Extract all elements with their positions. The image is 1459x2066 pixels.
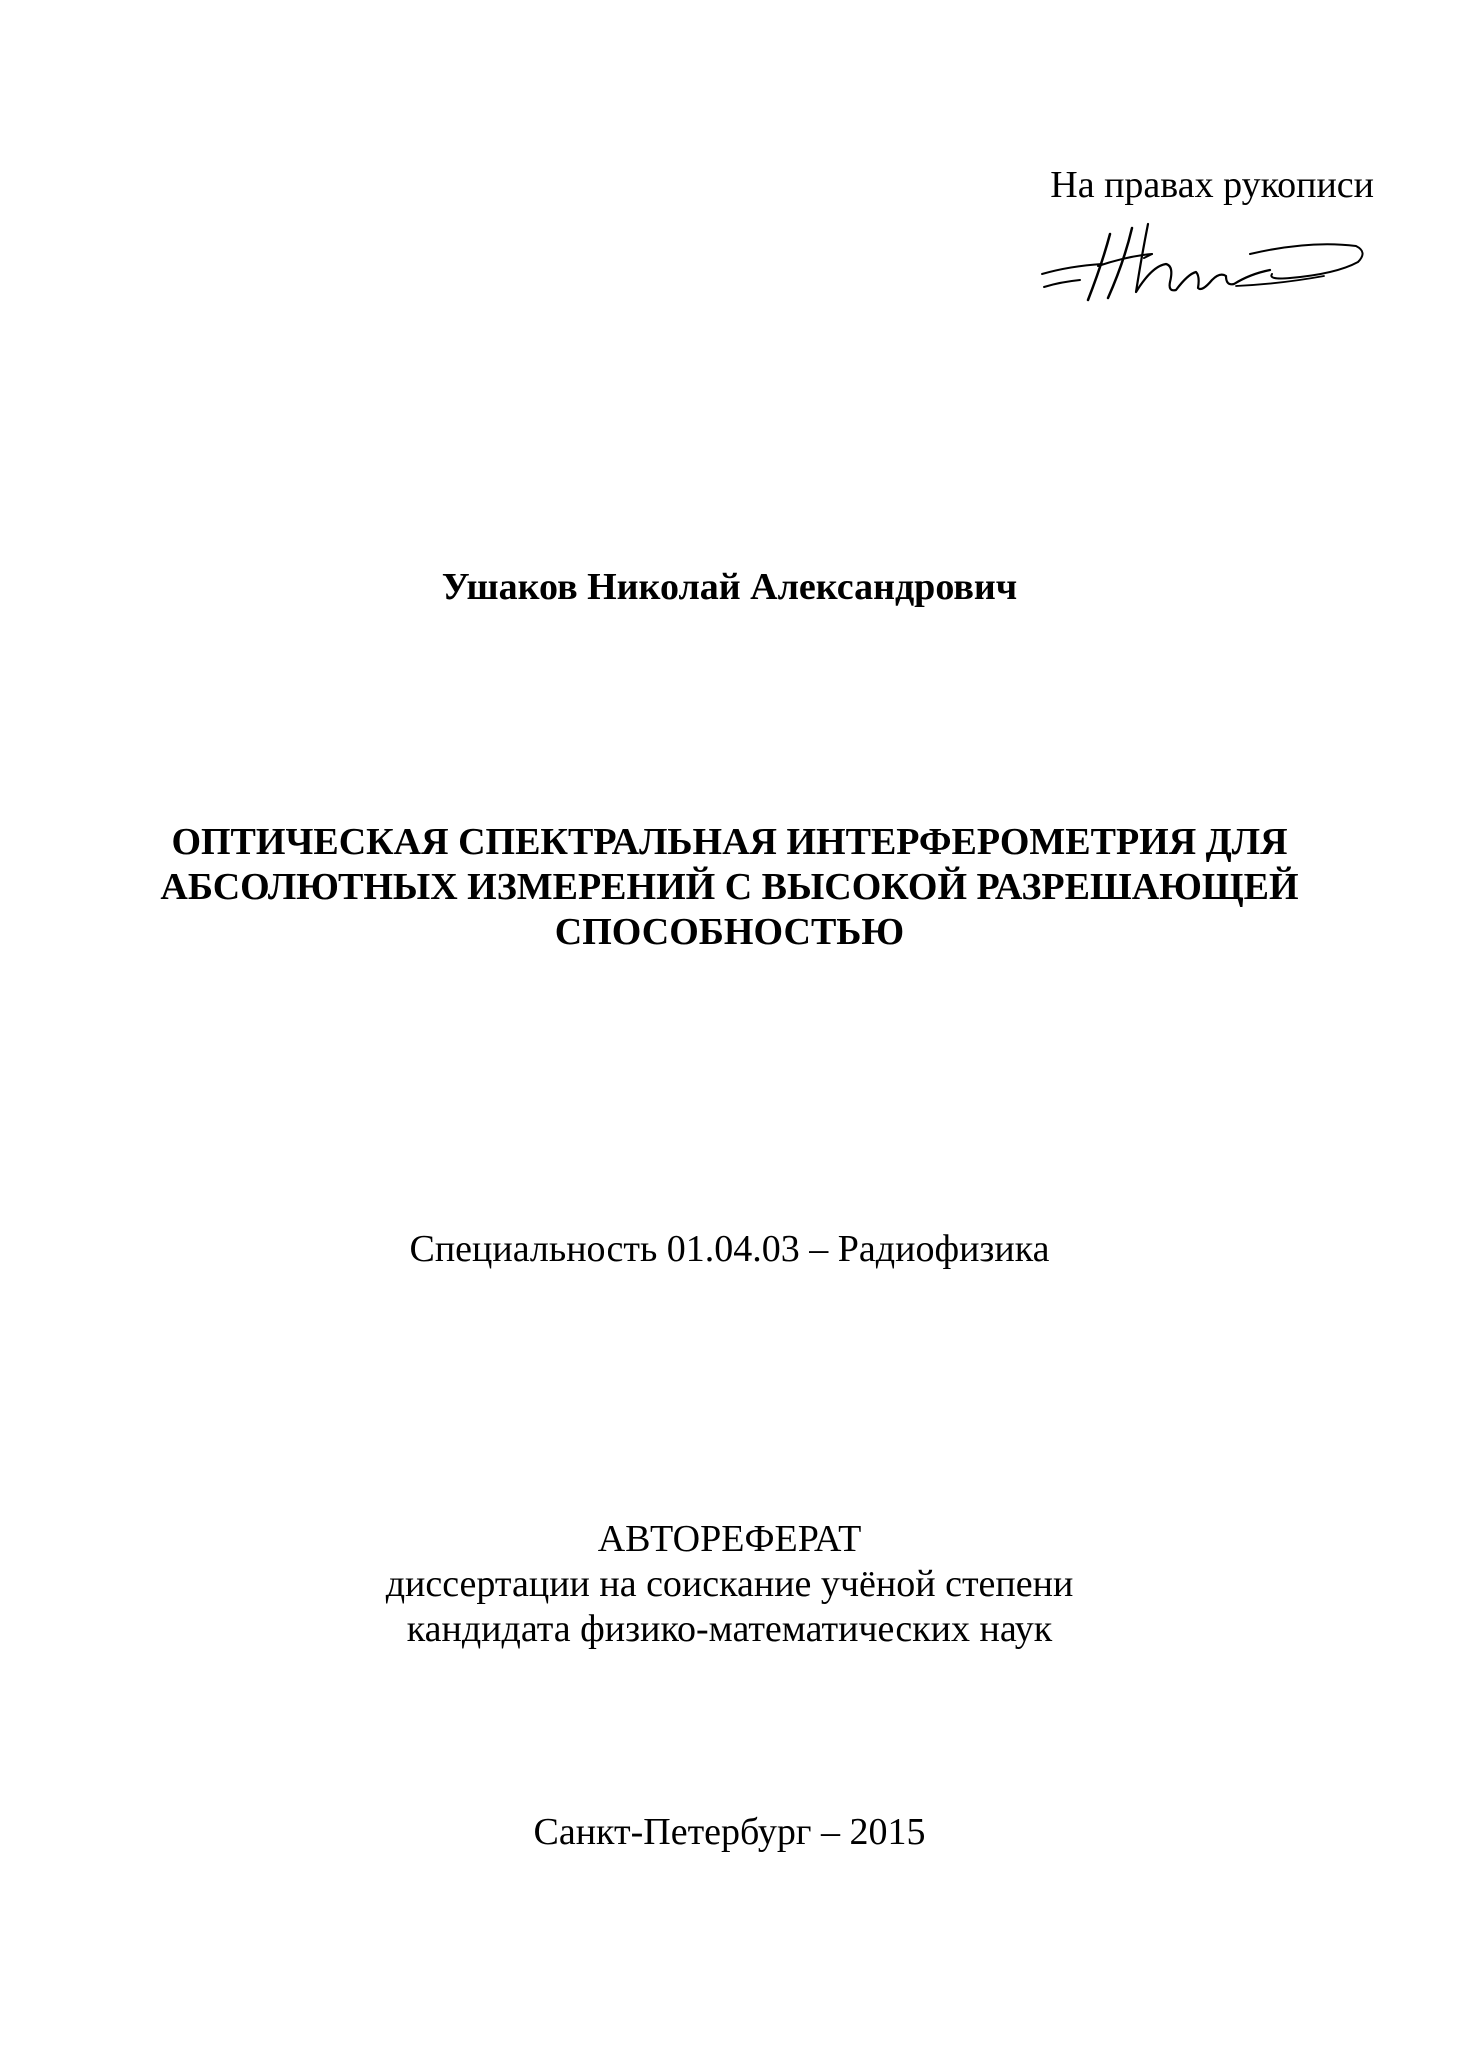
abstract-line-1: диссертации на соискание учёной степени <box>385 1563 1074 1605</box>
abstract-block <box>0 1517 1459 1652</box>
abstract-heading: АВТОРЕФЕРАТ <box>597 1518 862 1560</box>
title-line-1: ОПТИЧЕСКАЯ СПЕКТРАЛЬНАЯ ИНТЕРФЕРОМЕТРИЯ ДЛЯ <box>171 821 1288 863</box>
abstract-line-2: кандидата физико-математических наук <box>406 1608 1053 1650</box>
title-line-2: АБСОЛЮТНЫХ ИЗМЕРЕНИЙ С ВЫСОКОЙ РАЗРЕШАЮЩЕЙ <box>160 866 1299 908</box>
signature-icon <box>1040 214 1370 306</box>
manuscript-note: На правах рукописи <box>1050 164 1374 206</box>
title-line-3: СПОСОБНОСТЬЮ <box>554 911 905 953</box>
author-name: Ушаков Николай Александрович <box>441 566 1018 608</box>
city-year: Санкт-Петербург – 2015 <box>533 1811 926 1853</box>
specialty: Специальность 01.04.03 – Радиофизика <box>409 1228 1050 1270</box>
dissertation-title <box>0 820 1459 955</box>
